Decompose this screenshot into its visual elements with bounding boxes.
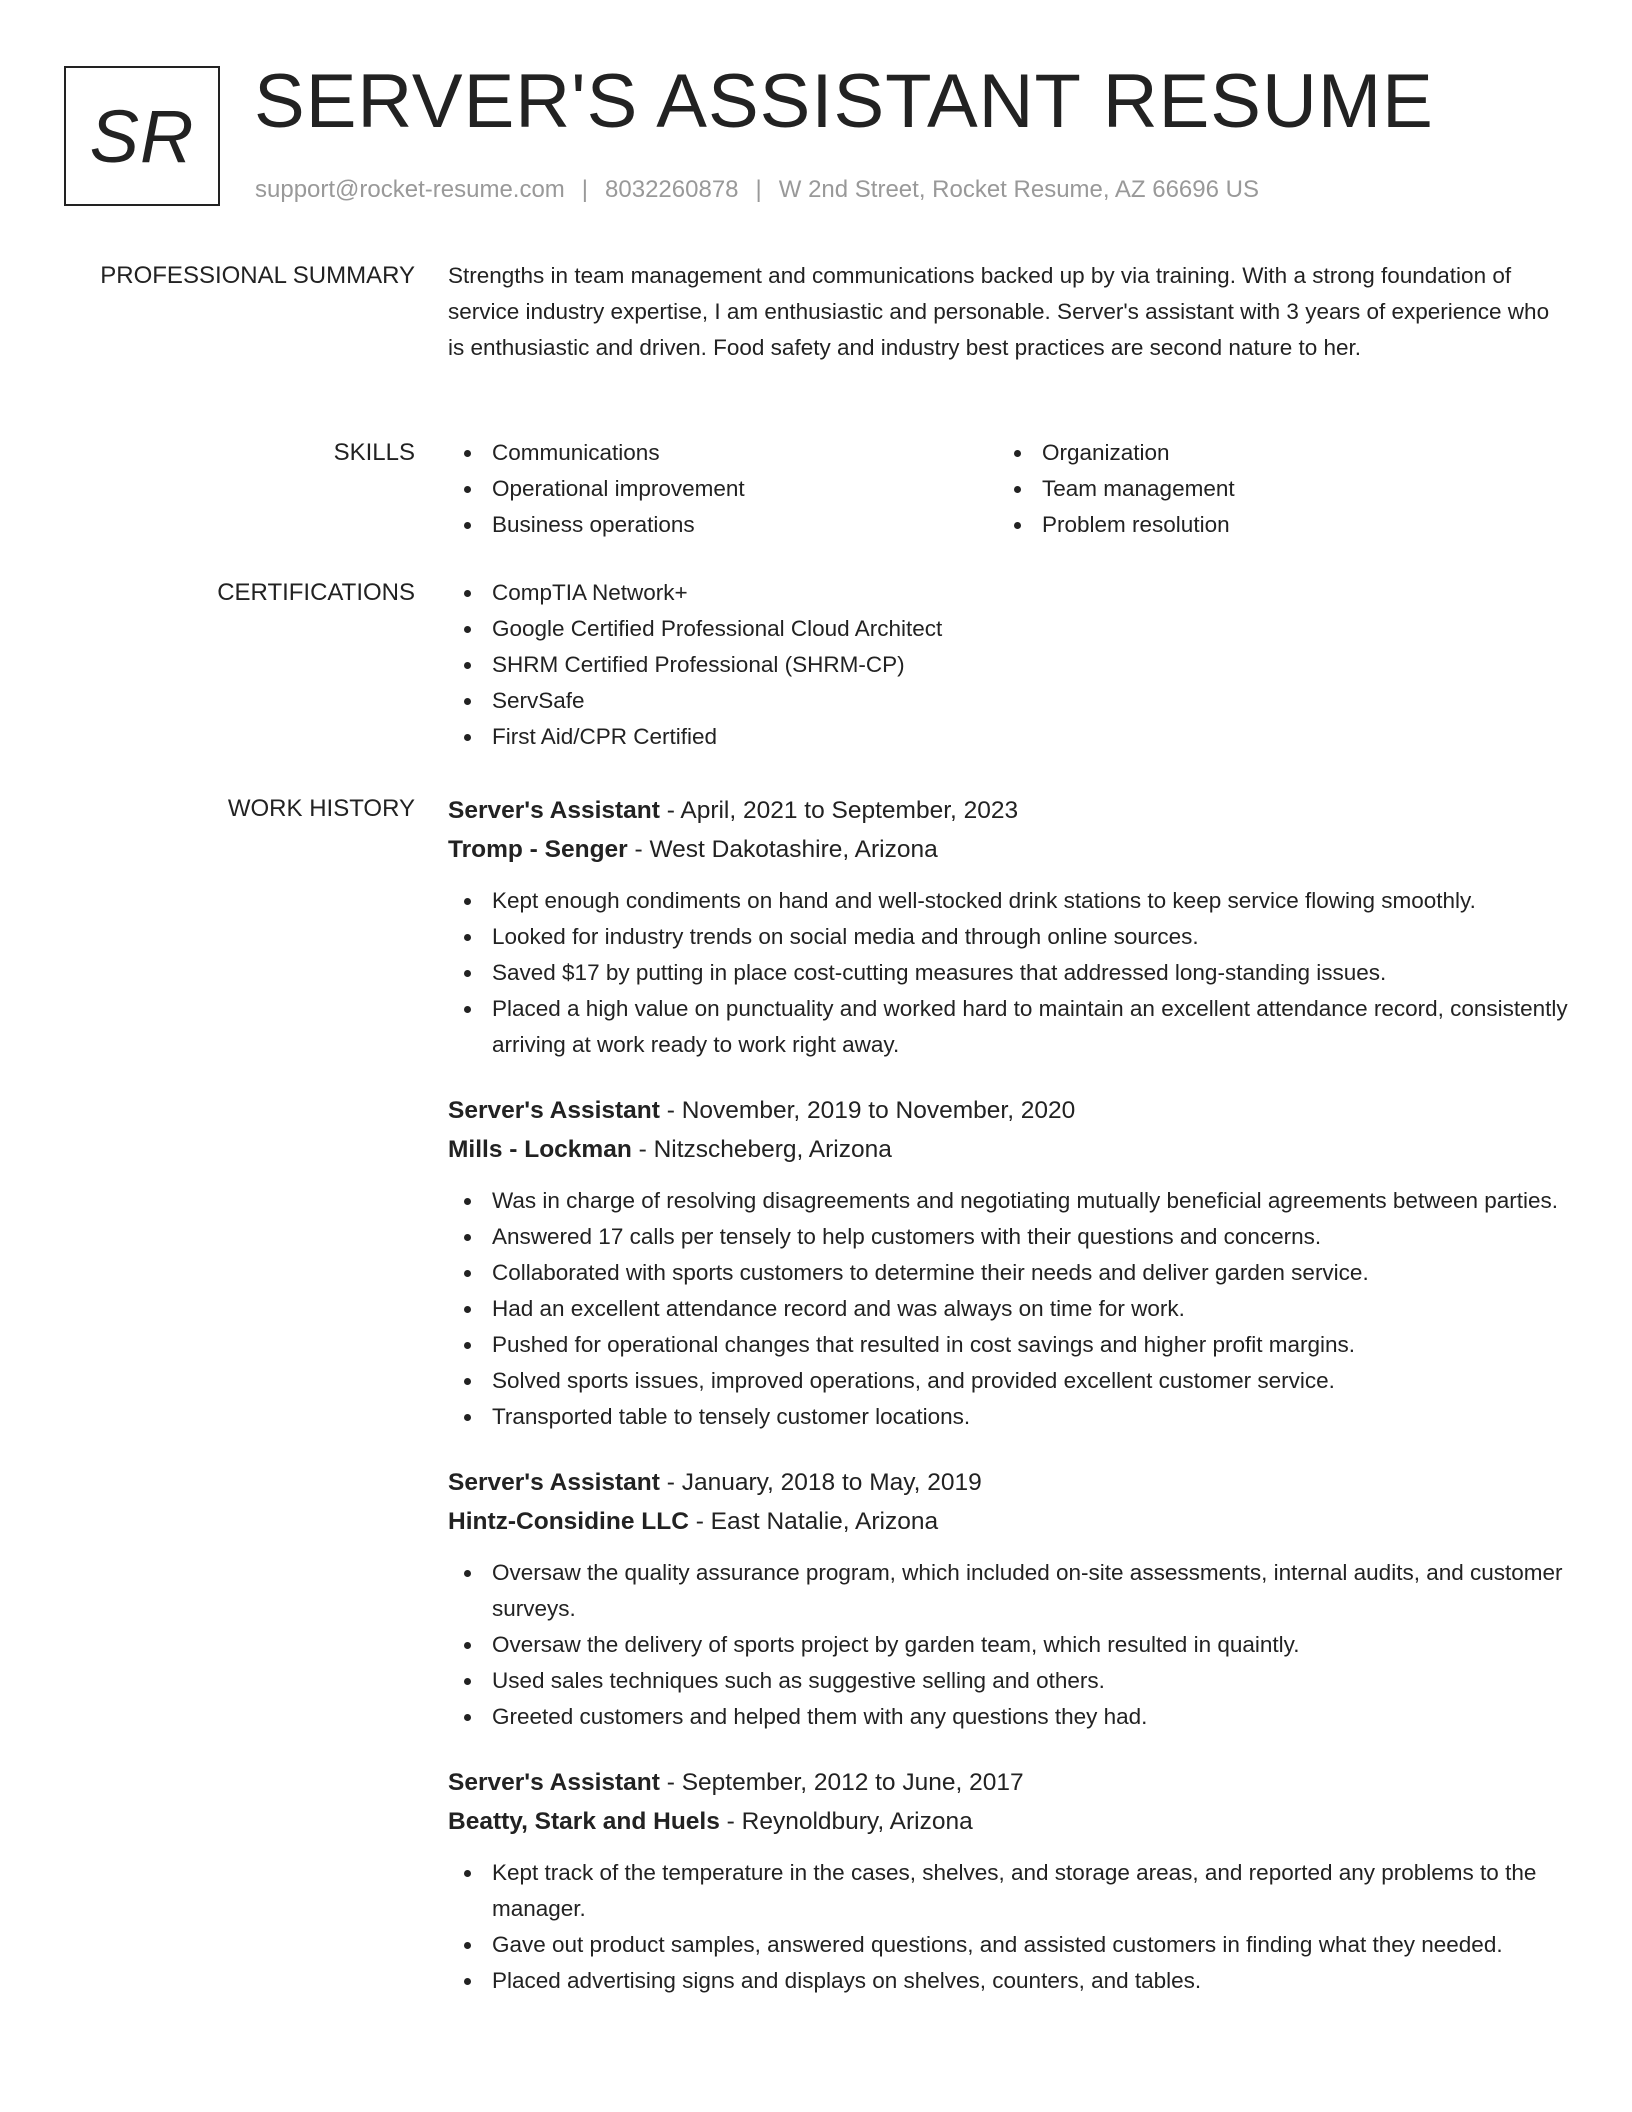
summary-body bbox=[448, 258, 1570, 366]
job-bullet: Was in charge of resolving disagreements and negotiating mutually beneficial agreements between parties. bbox=[448, 1183, 1570, 1219]
summary-text: Strengths in team management and communications backed up by via training. With a strong foundation of service industry expertise, I am enthusiastic and personable. Server's assistant with 3 years of experience who is enthusiastic and driven. Food safety and industry best practices are second nature to her. bbox=[448, 263, 1550, 360]
resume-title: SERVER'S ASSISTANT RESUME bbox=[254, 59, 1434, 144]
job-company-line bbox=[448, 1802, 1570, 1841]
contact-email: support@rocket-resume.com bbox=[255, 176, 565, 203]
contact-phone: 8032260878 bbox=[605, 176, 739, 203]
job-bullet: Looked for industry trends on social media and through online sources. bbox=[448, 919, 1570, 955]
certification-item: CompTIA Network+ bbox=[448, 575, 1570, 611]
job-bullet: Kept enough condiments on hand and well-stocked drink stations to keep service flowing smoothly. bbox=[448, 883, 1570, 919]
certification-item: First Aid/CPR Certified bbox=[448, 719, 1570, 755]
job-company-line bbox=[448, 1502, 1570, 1541]
job-entry bbox=[448, 1763, 1570, 1999]
job-bullet: Answered 17 calls per tensely to help customers with their questions and concerns. bbox=[448, 1219, 1570, 1255]
job-entry bbox=[448, 1091, 1570, 1435]
skills-grid bbox=[448, 435, 1570, 543]
job-dates: - April, 2021 to September, 2023 bbox=[659, 797, 1019, 824]
work-history-body bbox=[448, 791, 1570, 2027]
job-company: Tromp - Senger bbox=[448, 836, 628, 863]
job-bullet: Solved sports issues, improved operations, and provided excellent customer service. bbox=[448, 1363, 1570, 1399]
job-company-line bbox=[448, 1130, 1570, 1169]
job-title: Server's Assistant bbox=[448, 1469, 660, 1496]
job-bullet: Kept track of the temperature in the cases, shelves, and storage areas, and reported any problems to the manager. bbox=[448, 1855, 1570, 1927]
job-entry bbox=[448, 1463, 1570, 1735]
certification-item: Google Certified Professional Cloud Architect bbox=[448, 611, 1570, 647]
contact-separator: | bbox=[755, 176, 762, 203]
job-bullets bbox=[448, 1555, 1570, 1735]
skill-item: Problem resolution bbox=[998, 507, 1548, 543]
contact-separator: | bbox=[581, 176, 589, 203]
job-bullet: Oversaw the quality assurance program, which included on-site assessments, internal audits, and customer surveys. bbox=[448, 1555, 1570, 1627]
skills-column-1 bbox=[448, 435, 998, 543]
job-title: Server's Assistant bbox=[448, 1097, 660, 1124]
skill-item: Organization bbox=[998, 435, 1548, 471]
certifications-body bbox=[448, 575, 1570, 755]
skills-column-2 bbox=[998, 435, 1548, 543]
job-bullet: Placed a high value on punctuality and worked hard to maintain an excellent attendance record, consistently arriving at work ready to work right away. bbox=[448, 991, 1570, 1063]
monogram-box bbox=[64, 66, 220, 206]
job-bullet: Pushed for operational changes that resulted in cost savings and higher profit margins. bbox=[448, 1327, 1570, 1363]
certification-item: ServSafe bbox=[448, 683, 1570, 719]
job-company: Beatty, Stark and Huels bbox=[448, 1808, 720, 1835]
job-title: Server's Assistant bbox=[448, 1769, 660, 1796]
job-dates: - September, 2012 to June, 2017 bbox=[659, 1769, 1024, 1796]
section-heading-skills: SKILLS bbox=[333, 439, 415, 466]
job-company: Mills - Lockman bbox=[448, 1136, 632, 1163]
job-title: Server's Assistant bbox=[448, 797, 660, 824]
skill-item: Operational improvement bbox=[448, 471, 998, 507]
job-bullet: Collaborated with sports customers to determine their needs and deliver garden service. bbox=[448, 1255, 1570, 1291]
job-bullet: Transported table to tensely customer locations. bbox=[448, 1399, 1570, 1435]
section-heading-work-history: WORK HISTORY bbox=[227, 795, 415, 822]
job-bullets bbox=[448, 883, 1570, 1063]
job-bullets bbox=[448, 1183, 1570, 1435]
job-title-line bbox=[448, 1463, 1570, 1502]
skill-item: Business operations bbox=[448, 507, 998, 543]
job-title-line bbox=[448, 1763, 1570, 1802]
skill-item: Team management bbox=[998, 471, 1548, 507]
job-bullets bbox=[448, 1855, 1570, 1999]
job-title-line bbox=[448, 791, 1570, 830]
job-dates: - January, 2018 to May, 2019 bbox=[659, 1469, 982, 1496]
job-bullet: Had an excellent attendance record and was always on time for work. bbox=[448, 1291, 1570, 1327]
job-title-line bbox=[448, 1091, 1570, 1130]
skills-body bbox=[448, 435, 1570, 543]
job-bullet: Oversaw the delivery of sports project by garden team, which resulted in quaintly. bbox=[448, 1627, 1570, 1663]
contact-address: W 2nd Street, Rocket Resume, AZ 66696 US bbox=[778, 176, 1259, 203]
job-location: - East Natalie, Arizona bbox=[688, 1508, 939, 1535]
job-bullet: Used sales techniques such as suggestive selling and others. bbox=[448, 1663, 1570, 1699]
job-location: - Nitzscheberg, Arizona bbox=[631, 1136, 892, 1163]
job-company-line bbox=[448, 830, 1570, 869]
section-heading-summary: PROFESSIONAL SUMMARY bbox=[100, 262, 415, 289]
skill-item: Communications bbox=[448, 435, 998, 471]
job-bullet: Saved $17 by putting in place cost-cutting measures that addressed long-standing issues. bbox=[448, 955, 1570, 991]
job-location: - West Dakotashire, Arizona bbox=[627, 836, 938, 863]
section-heading-certifications: CERTIFICATIONS bbox=[217, 579, 415, 606]
job-location: - Reynoldbury, Arizona bbox=[719, 1808, 973, 1835]
job-dates: - November, 2019 to November, 2020 bbox=[659, 1097, 1076, 1124]
monogram-initials: SR bbox=[89, 94, 195, 178]
job-bullet: Gave out product samples, answered questions, and assisted customers in finding what they needed. bbox=[448, 1927, 1570, 1963]
certifications-list bbox=[448, 575, 1570, 755]
job-company: Hintz-Considine LLC bbox=[448, 1508, 689, 1535]
job-entry bbox=[448, 791, 1570, 1063]
job-bullet: Greeted customers and helped them with any questions they had. bbox=[448, 1699, 1570, 1735]
contact-line bbox=[255, 174, 1259, 206]
job-bullet: Placed advertising signs and displays on shelves, counters, and tables. bbox=[448, 1963, 1570, 1999]
certification-item: SHRM Certified Professional (SHRM-CP) bbox=[448, 647, 1570, 683]
